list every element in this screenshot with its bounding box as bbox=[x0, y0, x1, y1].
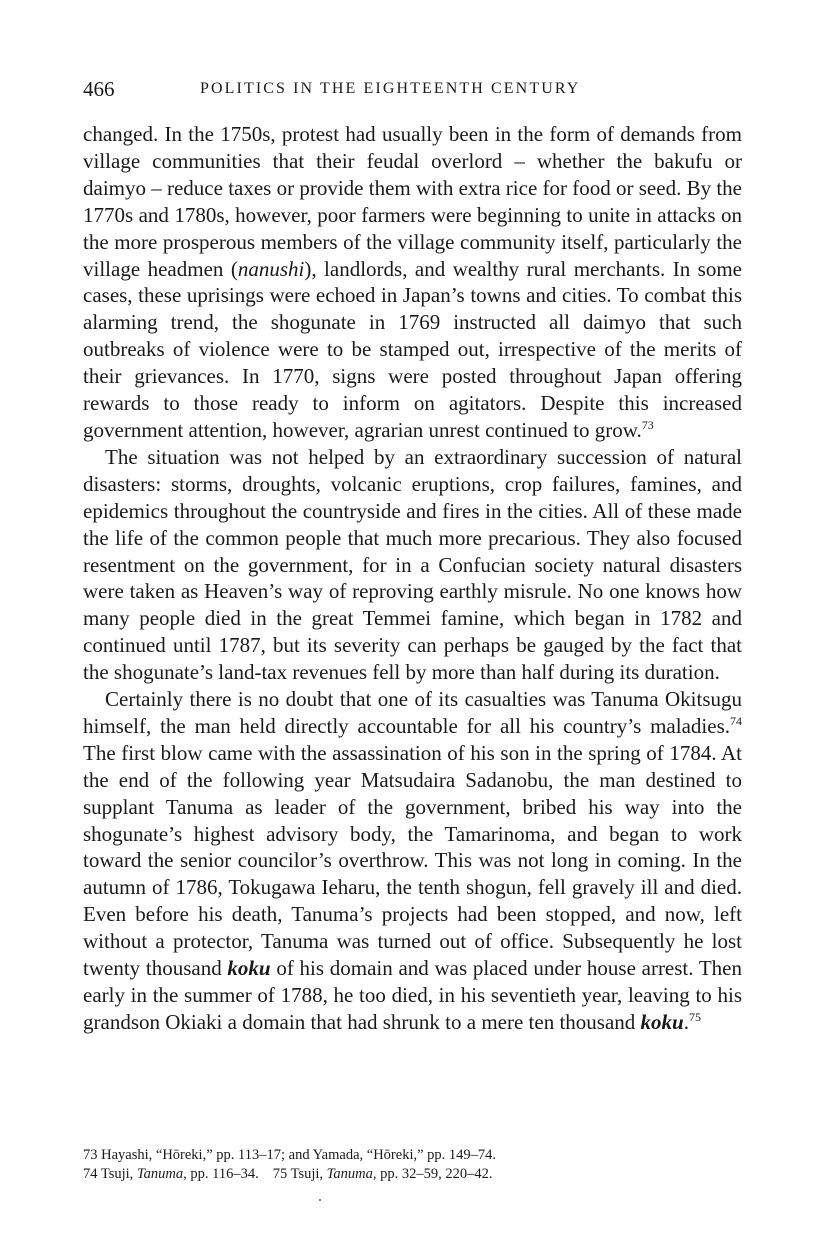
paragraph-2-text: The situation was not helped by an extraordinary succession of natural disasters: storms, droughts, volcanic eruptions, crop failures, famines, and epidemics throughout the countryside and fires in the cities. All of these made the life of the common people that much more precarious. They also focused resentment on the government, for in a Confucian society natural disasters were taken as Heaven’s way of reproving earthly misrule. No one knows how many people died in the great Temmei famine, which began in 1782 and continued until 1787, but its severity can perhaps be gauged by the fact that the shogunate’s land-tax revenues fell by more than half during its duration. bbox=[83, 444, 742, 685]
paragraph-3-text-b: The first blow came with the assassination of his son in the spring of 1784. At the end of the following year Matsudaira Sadanobu, the man destined to supplant Tanuma as leader of the government, bribed his way into the shogunate’s highest advisory body, the Tamarinoma, and began to work toward the senior councilor’s overthrow. This was not long in coming. In the autumn of 1786, Tokugawa Ieharu, the tenth shogun, fell gravely ill and died. Even before his death, Tanuma’s projects had been stopped, and now, left without a protector, Tanuma was turned out of office. Subsequently he lost twenty thousand bbox=[83, 740, 742, 981]
paragraph-1-text-a: changed. In the 1750s, protest had usually been in the form of demands from village communities that their feudal overlord – whether the bakufu or daimyo – reduce taxes or provide them with extra rice for food or seed. By the 1770s and 1780s, however, poor farmers were beginning to unite in attacks on the more prosperous members of the village community itself, particularly the village headmen ( bbox=[83, 122, 742, 281]
body-text bbox=[83, 121, 742, 1036]
page-number: 466 bbox=[83, 77, 115, 101]
term-koku: koku bbox=[227, 956, 271, 981]
paragraph-1 bbox=[83, 121, 742, 444]
paragraph-3 bbox=[83, 686, 742, 1036]
running-title: POLITICS IN THE EIGHTEENTH CENTURY bbox=[200, 80, 581, 97]
paragraph-3-text-c: of his domain and was placed under house arrest. Then early in the summer of 1788, he too died, in his seventieth year, leaving to his grandson Okiaki a domain that had shrunk to a mere ten thousand bbox=[83, 956, 742, 1034]
footnote-75-text-b: , pp. 32–59, 220–42. bbox=[372, 1166, 493, 1182]
print-speck bbox=[319, 1199, 321, 1201]
paragraph-3-text-a: Certainly there is no doubt that one of its casualties was Tanuma Okitsugu himself, the man held directly accountable for all his country’s maladies. bbox=[83, 687, 742, 738]
footnote-ref-74[interactable]: 74 bbox=[730, 713, 742, 728]
term-koku: koku bbox=[640, 1009, 684, 1034]
footnote-75 bbox=[273, 1166, 493, 1182]
footnotes bbox=[83, 1146, 742, 1184]
footnote-ref-73[interactable]: 73 bbox=[641, 417, 654, 432]
paragraph-2 bbox=[83, 444, 742, 686]
footnote-75-title: Tanuma bbox=[326, 1166, 373, 1182]
footnote-74-text-b: , pp. 116–34. bbox=[183, 1166, 259, 1182]
footnote-line-74-75 bbox=[83, 1165, 742, 1184]
paragraph-3-text-d: . bbox=[683, 1009, 689, 1034]
footnote-75-text-a: 75 Tsuji, bbox=[272, 1166, 327, 1182]
footnote-ref-75[interactable]: 75 bbox=[688, 1009, 701, 1024]
running-head bbox=[83, 76, 743, 102]
footnote-73-text: 73 Hayashi, “Hōreki,” pp. 113–17; and Yamada, “Hōreki,” pp. 149–74. bbox=[83, 1147, 497, 1163]
footnote-73 bbox=[83, 1146, 742, 1165]
footnote-74 bbox=[83, 1166, 259, 1182]
term-nanushi: nanushi bbox=[237, 256, 305, 281]
paragraph-1-text-b: ), landlords, and wealthy rural merchants. In some cases, these uprisings were echoed in Japan’s towns and cities. To combat this alarming trend, the shogunate in 1769 instructed all daimyo that such outbreaks of violence were to be stamped out, irrespective of the merits of their grievances. In 1770, signs were posted throughout Japan offering rewards to those ready to inform on agitators. Despite this increased government attention, however, agrarian unrest continued to grow. bbox=[83, 256, 742, 442]
footnote-74-title: Tanuma bbox=[136, 1166, 184, 1182]
footnote-74-text-a: 74 Tsuji, bbox=[83, 1166, 137, 1182]
